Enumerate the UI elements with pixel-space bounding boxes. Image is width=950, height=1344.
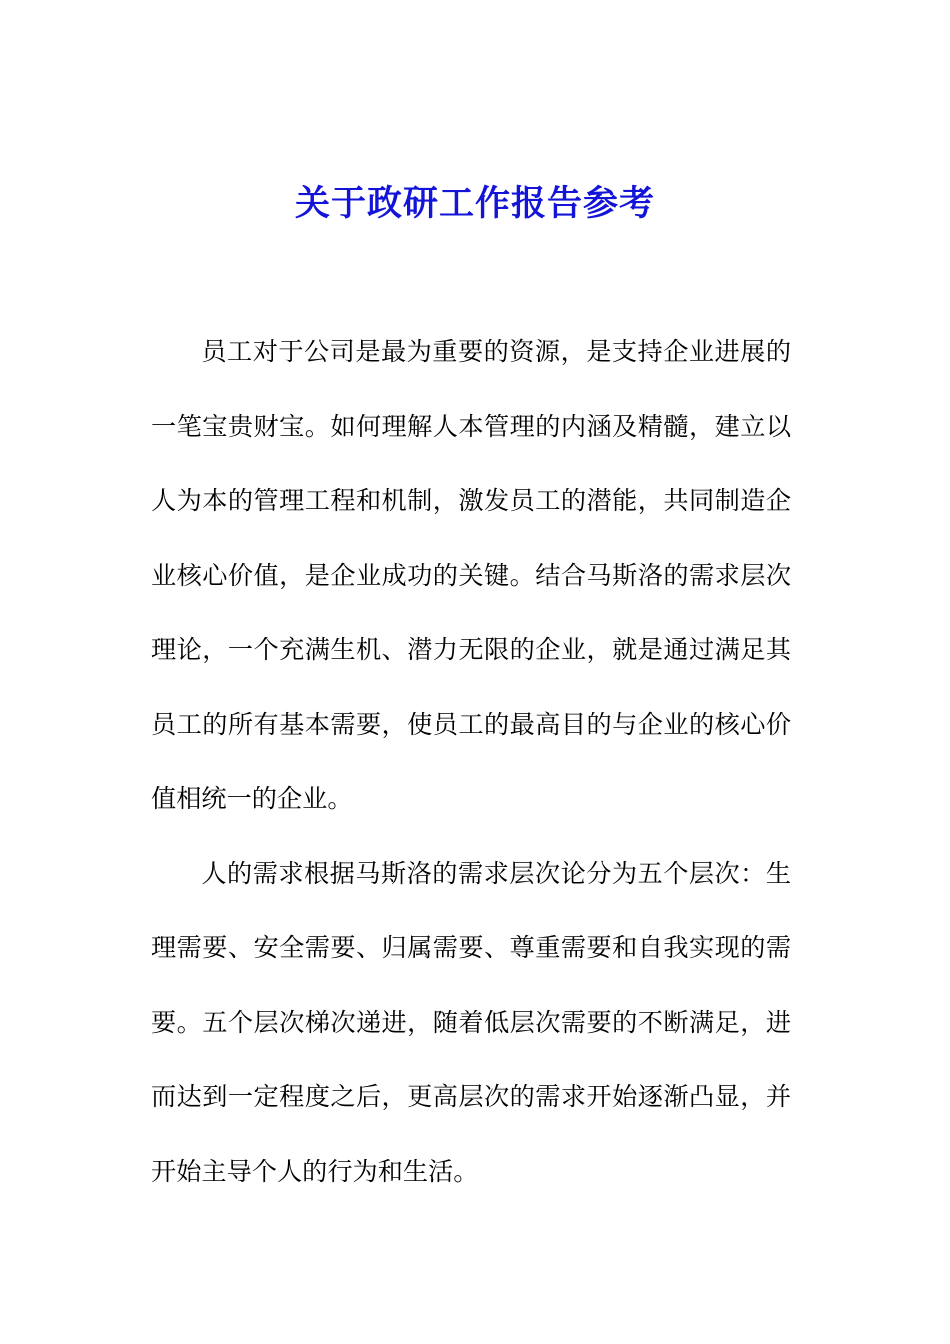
document-body [151, 315, 791, 1209]
paragraph-2: 人的需求根据马斯洛的需求层次论分为五个层次：生理需要、安全需要、归属需要、尊重需要和自我实现的需要。五个层次梯次递进，随着低层次需要的不断满足，进而达到一定程度之后，更高层次的需求开始逐渐凸显，并开始主导个人的行为和生活。 [151, 858, 791, 1186]
paragraph-1: 员工对于公司是最为重要的资源，是支持企业进展的一笔宝贵财宝。如何理解人本管理的内涵及精髓，建立以人为本的管理工程和机制，激发员工的潜能，共同制造企业核心价值，是企业成功的关键。结合马斯洛的需求层次理论，一个充满生机、潜力无限的企业，就是通过满足其员工的所有基本需要，使员工的最高目的与企业的核心价值相统一的企业。 [151, 337, 791, 813]
document-title: 关于政研工作报告参考 [294, 183, 655, 224]
